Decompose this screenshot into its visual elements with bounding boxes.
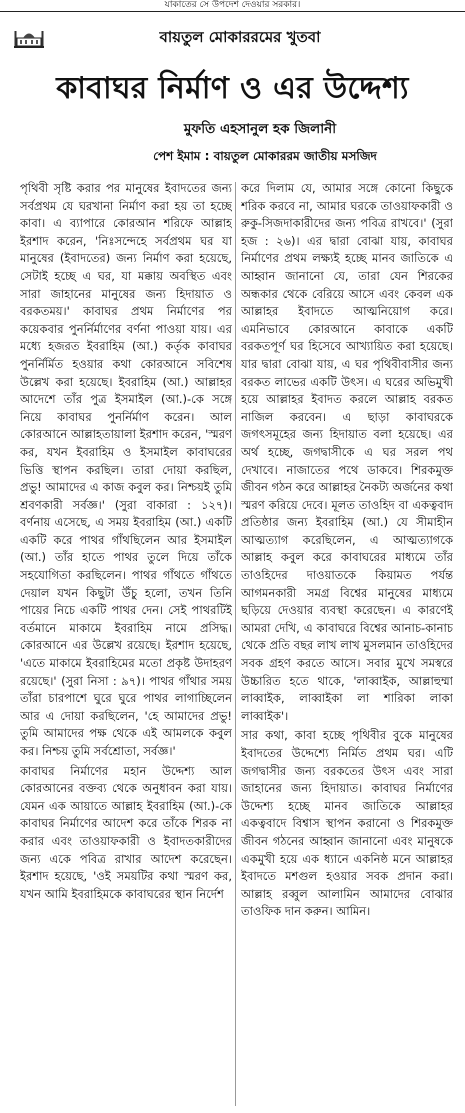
article-paragraph: পৃথিবী সৃষ্টি করার পর মানুষের ইবাদতের জন্য সর্বপ্রথম যে ঘরখানা নির্মাণ করা হয় তা হচ্ছে কাবা। এ ব্যাপারে কোরআন শরিফে আল্লাহ ইরশাদ করেন, 'নিঃসন্দেহে সর্বপ্রথম ঘর যা মানুষের (ইবাদতের) জন্য নির্মাণ করা হয়েছে, সেটাই হচ্ছে এ ঘর, যা মক্কায় অবস্থিত এবং সারা জাহানের মানুষের জন্য হিদায়াত ও বরকতময়।' কাবাঘর প্রথম নির্মাণের পর কয়েকবার পুনর্নির্মাণের বর্ণনা পাওয়া যায়। এর মধ্যে হজরত ইবরাহিম (আ.) কর্তৃক কাবাঘর পুনর্নির্মিত হওয়ার কথা কোরআনে সবিশেষ উল্লেখ করা হয়েছে। ইবরাহিম (আ.) আল্লাহর আদেশে তাঁর পুত্র ইসমাইল (আ.)-কে সঙ্গে নিয়ে কাবাঘর পুনর্নির্মাণ করেন। আল কোরআনে আল্লাহতায়ালা ইরশাদ করেন, 'স্মরণ কর, যখন ইবরাহিম ও ইসমাইল কাবাঘরের ভিত্তি স্থাপন করছিল। তারা দোয়া করছিল, প্রভু! আমাদের এ কাজ কবুল কর। নিশ্চয়ই তুমি শ্রবণকারী সর্বজ্ঞ।' (সুরা বাকারা : ১২৭)। বর্ণনায় এসেছে, এ সময় ইবরাহিম (আ.) একটি একটি করে পাথর গাঁথছিলেন আর ইসমাইল (আ.) তাঁর হাতে পাথর তুলে দিয়ে তাঁকে সহযোগিতা করছিলেন। পাথর গাঁথতে গাঁথতে দেয়াল যখন কিছুটা উঁচু হলো, তখন তিনি পায়ের নিচে একটি পাথর দেন। সেই পাথরটিই বর্তমানে মাকামে ইবরাহিম নামে প্রসিদ্ধ। কোরআনে এর উল্লেখ রয়েছে। ইরশাদ হয়েছে, 'এতে মাকামে ইবরাহিমের মতো প্রকৃষ্ট উদাহরণ রয়েছে।' (সুরা নিসা : ৯৭)। পাথর গাঁথার সময় তাঁরা চারপাশে ঘুরে ঘুরে পাথর লাগাচ্ছিলেন আর এ দোয়া করছিলেন, 'হে আমাদের প্রভু! তুমি আমাদের পক্ষ থেকে এই আমলকে কবুল কর। নিশ্চয় তুমি সর্বশ্রোতা, সর্বজ্ঞ।' xyxy=(20,181,232,758)
column-divider xyxy=(235,182,236,1106)
article-paragraph: করে দিলাম যে, আমার সঙ্গে কোনো কিছুকে শরিক করবে না, আমার ঘরকে তাওয়াফকারী ও রুকু-সিজদাকারীদের জন্য পবিত্র রাখবে।' (সুরা হজ : ২৬)। এর দ্বারা বোঝা যায়, কাবাঘর নির্মাণের প্রথম লক্ষ্যই হচ্ছে মানব জাতিকে এ আহ্বান জানানো যে, তারা যেন শিরকের অন্ধকার থেকে বেরিয়ে আসে এবং কেবল এক আল্লাহর ইবাদতে আত্মনিয়োগ করে। এমনিভাবে কোরআনে কাবাকে একটি বরকতপূর্ণ ঘর হিসেবে আখ্যায়িত করা হয়েছে। যার দ্বারা বোঝা যায়, এ ঘর পৃথিবীবাসীর জন্য বরকত লাভের একটি উৎস। এ ঘরের অভিমুখী হয়ে আল্লাহর ইবাদত করলে আল্লাহ বরকত নাজিল করবেন। এ ছাড়া কাবাঘরকে জগৎসমূহের জন্য হিদায়াত বলা হয়েছে। এর অর্থ হচ্ছে, জগদ্বাসীকে এ ঘর সরল পথ দেখাবে। নাজাতের পথে ডাকবে। শিরকমুক্ত জীবন গঠন করে আল্লাহর নৈকট্য অর্জনের কথা স্মরণ করিয়ে দেবে। মূলত তাওহিদ বা একত্ববাদ প্রতিষ্ঠার জন্য ইবরাহিম (আ.) যে সীমাহীন আত্মত্যাগ করেছিলেন, এ আত্মত্যাগকে আল্লাহ কবুল করে কাবাঘরের মাধ্যমে তাঁর তাওহিদের দাওয়াতকে কিয়ামত পর্যন্ত আগমনকারী সমগ্র বিশ্বের মানুষের মাধ্যমে ছড়িয়ে দেওয়ার ব্যবস্থা করেছেন। এ কারণেই আমরা দেখি, এ কাবাঘরে বিশ্বের আনাচ-কানাচ থেকে প্রতি বছর লাখ লাখ মুসলমান তাওহিদের সবক গ্রহণ করতে আসে। সবার মুখে সমস্বরে উচ্চারিত হতে থাকে, 'লাব্বাইক, আল্লাহুম্মা লাব্বাইক, লাব্বাইকা লা শারিকা লাকা লাব্বাইক'। xyxy=(241,181,453,723)
article-headline: কাবাঘর নির্মাণ ও এর উদ্দেশ্য xyxy=(56,71,409,106)
mosque-icon xyxy=(13,27,45,49)
article-column-left xyxy=(20,180,232,1108)
section-title: বায়তুল মোকাররমের খুতবা xyxy=(159,28,321,46)
previous-article-fragment: যাকাতের সে উপদেশ দেওয়ার সরকার। xyxy=(164,0,301,10)
article-column-right xyxy=(241,180,453,1108)
article-paragraph: সার কথা, কাবা হচ্ছে পৃথিবীর বুকে মানুষের ইবাদতের উদ্দেশ্যে নির্মিত প্রথম ঘর। এটি জগদ্বাসীর জন্য বরকতের উৎস এবং সারা জাহানের জন্য হিদায়াত। কাবাঘর নির্মাণের উদ্দেশ্য হচ্ছে মানব জাতিকে আল্লাহর একত্ববাদে বিশ্বাস স্থাপন করানো ও শিরকমুক্ত জীবন গঠনের আহ্বান জানানো এবং মানুষকে একমুখী হয়ে এক ধ্যানে একনিষ্ঠ মনে আল্লাহর ইবাদতে মশগুল হওয়ার সবক প্রদান করা। আল্লাহ রব্বুল আলামিন আমাদের বোঝার তাওফিক দান করুন। আমিন। xyxy=(241,728,453,919)
top-divider xyxy=(0,11,465,12)
author-title: পেশ ইমাম : বায়তুল মোকাররম জাতীয় মসজিদ xyxy=(153,149,377,163)
author-name: মুফতি এহসানুল হক জিলানী xyxy=(183,121,337,137)
article-paragraph: কাবাঘর নির্মাণের মহান উদ্দেশ্য আল কোরআনের বক্তব্য থেকে অনুধাবন করা যায়। যেমন এক আয়াতে আল্লাহ ইবরাহিম (আ.)-কে কাবাঘর নির্মাণের আদেশ করে তাঁকে শিরক না করার এবং তাওয়াফকারী ও ইবাদতকারীদের জন্য একে পবিত্র রাখার আদেশ করেছেন। ইরশাদ হয়েছে, 'ওই সময়টির কথা স্মরণ কর, যখন আমি ইবরাহিমকে কাবাঘরের স্থান নির্দেশ xyxy=(20,763,232,901)
